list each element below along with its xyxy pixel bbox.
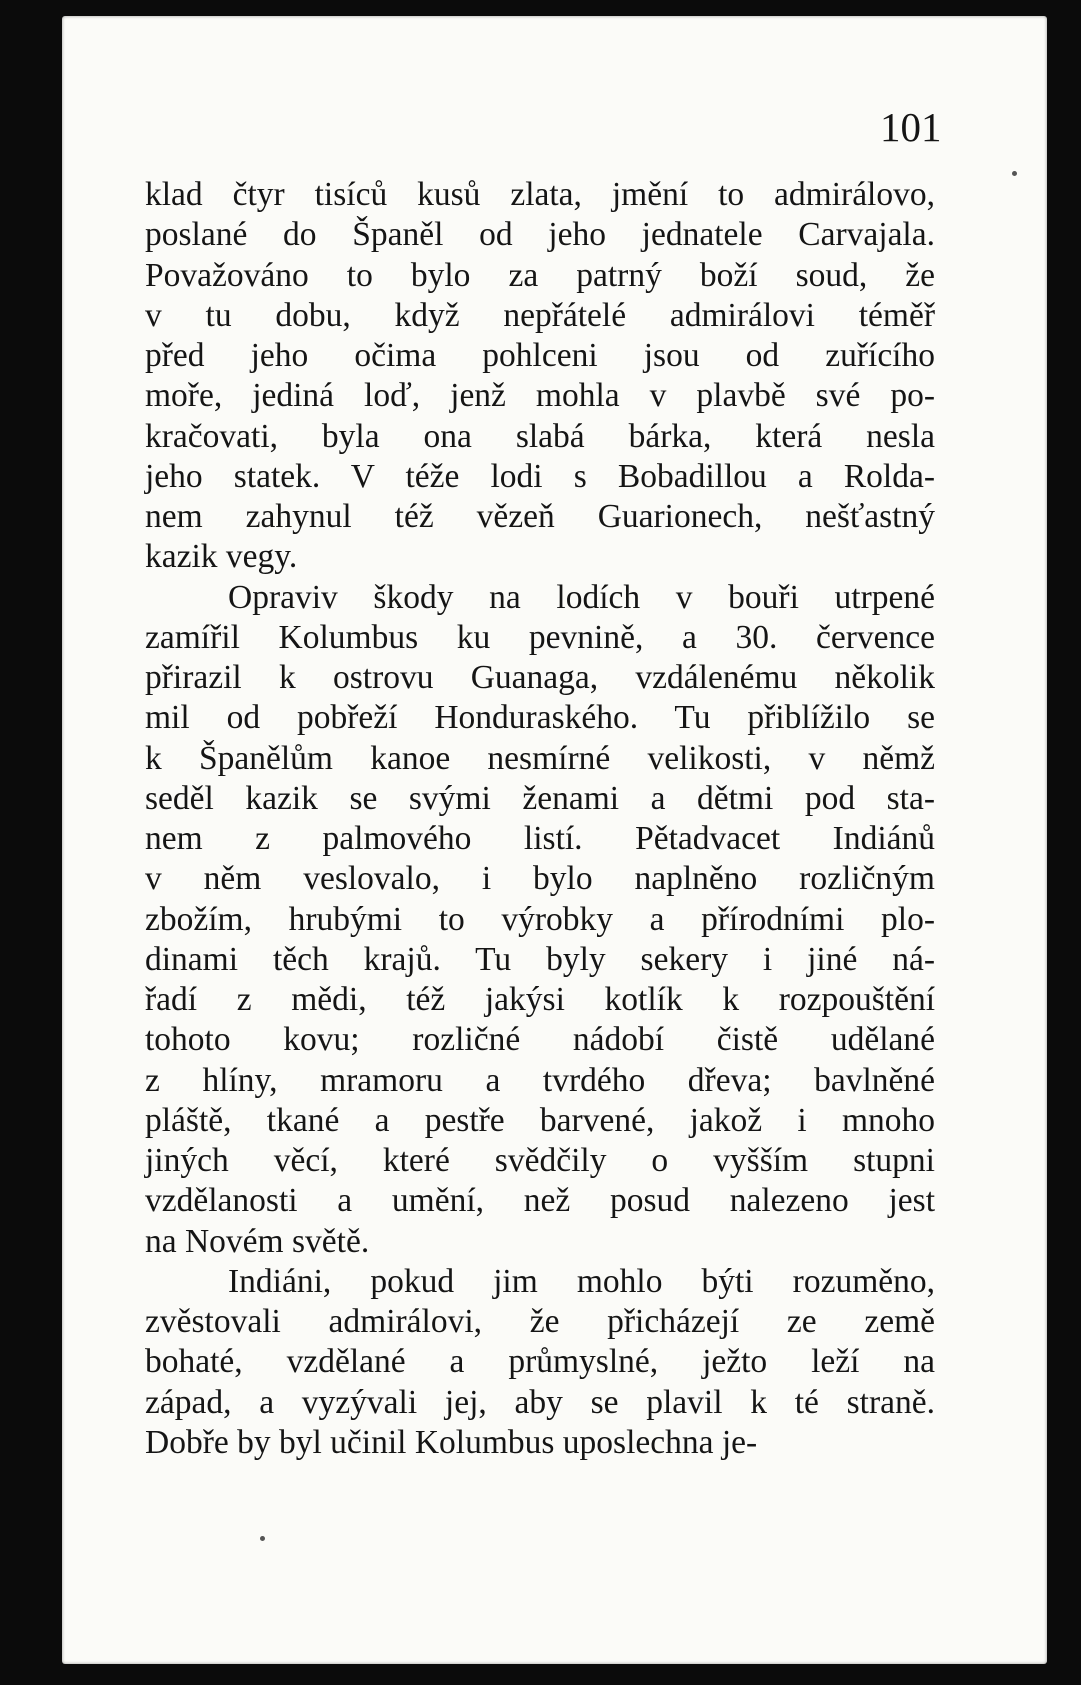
text-line: kazik vegy. bbox=[145, 538, 298, 576]
text-line: v něm veslovalo, i bylo naplněno rozličným bbox=[145, 860, 935, 898]
text-line: zamířil Kolumbus ku pevnině, a 30. července bbox=[145, 618, 935, 656]
text-line: řadí z mědi, též jakýsi kotlík k rozpouštění bbox=[145, 981, 935, 1018]
text-line: klad čtyr tisíců kusů zlata, jmění to admirálovo, bbox=[145, 176, 935, 213]
text-line: Indiáni, pokud jim mohlo býti rozuměno, bbox=[228, 1262, 935, 1300]
paragraph bbox=[145, 175, 935, 578]
text-line: moře, jediná loď, jenž mohla v plavbě své po- bbox=[145, 377, 935, 415]
text-line: před jeho očima pohlceni jsou od zuřícího bbox=[145, 337, 935, 374]
text-line: nem zahynul též vězeň Guarionech, nešťastný bbox=[145, 498, 935, 535]
text-line: jiných věcí, které svědčily o vyšším stupni bbox=[145, 1142, 935, 1179]
paragraph bbox=[145, 578, 935, 1262]
text-line: západ, a vyzývali jej, aby se plavil k té straně. bbox=[145, 1383, 935, 1421]
text-line: kračovati, byla ona slabá bárka, která nesla bbox=[145, 417, 935, 455]
paper-speck bbox=[260, 1536, 265, 1541]
text-line: k Španělům kanoe nesmírné velikosti, v němž bbox=[145, 739, 935, 777]
text-line: přirazil k ostrovu Guanaga, vzdálenému několik bbox=[145, 659, 935, 696]
text-line: z hlíny, mramoru a tvrdého dřeva; bavlněné bbox=[145, 1061, 935, 1099]
text-line: nem z palmového listí. Pětadvacet Indiánů bbox=[145, 820, 935, 857]
text-line: zbožím, hrubými to výrobky a přírodními plo- bbox=[145, 900, 935, 938]
text-line: zvěstovali admirálovi, že přicházejí ze země bbox=[145, 1303, 935, 1340]
text-line: mil od pobřeží Honduraského. Tu přiblížilo se bbox=[145, 699, 935, 737]
text-line: Dobře by byl učinil Kolumbus uposlechna je- bbox=[145, 1423, 758, 1461]
text-line: poslané do Španěl od jeho jednatele Carvajala. bbox=[145, 216, 935, 254]
text-line: jeho statek. V téže lodi s Bobadillou a Rolda- bbox=[145, 457, 935, 495]
text-line: pláště, tkané a pestře barvené, jakož i mnoho bbox=[145, 1101, 935, 1139]
text-line: seděl kazik se svými ženami a dětmi pod sta- bbox=[145, 779, 935, 817]
text-line: tohoto kovu; rozličné nádobí čistě udělané bbox=[145, 1021, 935, 1059]
text-line: vzdělanosti a umění, než posud nalezeno jest bbox=[145, 1182, 935, 1220]
body-text bbox=[145, 175, 935, 1463]
text-line: Považováno to bylo za patrný boží soud, že bbox=[145, 256, 935, 294]
text-line: bohaté, vzdělané a průmyslné, ježto leží na bbox=[145, 1343, 935, 1381]
text-line: dinami těch krajů. Tu byly sekery i jiné ná- bbox=[145, 940, 935, 978]
text-line: v tu dobu, když nepřátelé admirálovi téměř bbox=[145, 296, 935, 334]
text-line: na Novém světě. bbox=[145, 1222, 370, 1260]
paper-speck bbox=[1012, 171, 1017, 176]
paragraph bbox=[145, 1262, 935, 1463]
page-number: 101 bbox=[880, 104, 942, 150]
text-line: Opraviv škody na lodích v bouři utrpené bbox=[228, 578, 935, 616]
